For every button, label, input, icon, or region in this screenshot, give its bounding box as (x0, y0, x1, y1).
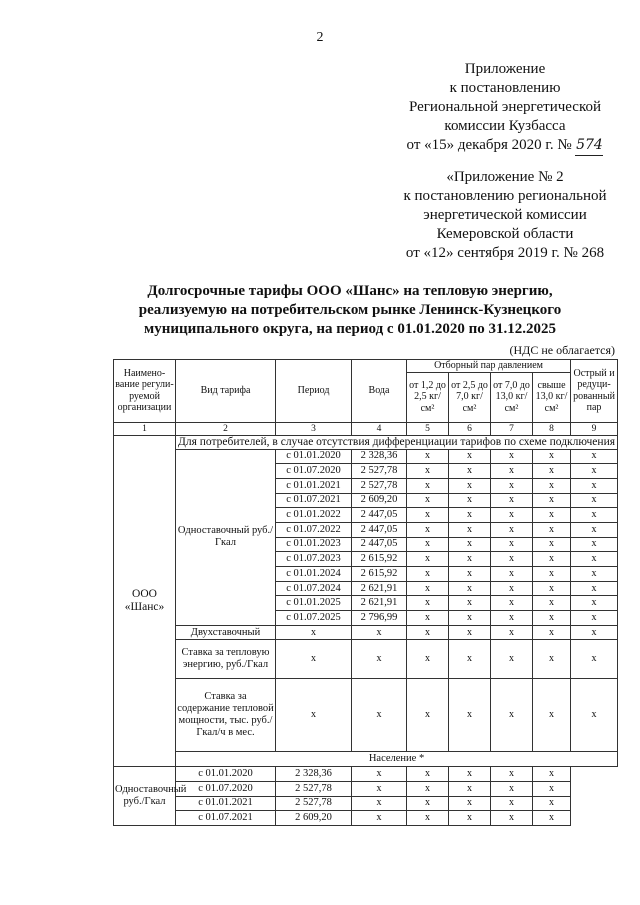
x-cell: х (491, 640, 533, 679)
period-cell: с 01.07.2022 (276, 522, 352, 537)
water-value: 2 796,99 (352, 611, 407, 626)
x-cell: х (491, 679, 533, 752)
water-value: 2 447,05 (352, 508, 407, 523)
header-org: Наимено-вание регули-руемой организации (114, 360, 176, 423)
column-number: 1 (114, 422, 176, 435)
x-cell: х (491, 625, 533, 640)
x-cell: х (571, 552, 618, 567)
water-value: 2 609,20 (352, 493, 407, 508)
header-pressure-1: от 1,2 до 2,5 кг/см² (407, 372, 449, 422)
x-cell: х (491, 767, 533, 782)
x-cell: х (533, 493, 571, 508)
appendix-line: Кемеровской области (436, 226, 574, 242)
water-value: 2 621,91 (352, 581, 407, 596)
appendix-line: к постановлению (449, 80, 561, 96)
header-acute-steam: Острый и редуци-рованный пар (571, 360, 618, 423)
x-cell: х (449, 508, 491, 523)
x-cell: х (571, 464, 618, 479)
capacity-rate-label: Ставка за содержание тепловой мощности, тыс. руб./Гкал/ч в мес. (176, 679, 276, 752)
x-cell: х (491, 811, 533, 826)
x-cell: х (449, 537, 491, 552)
water-value: 2 615,92 (352, 552, 407, 567)
period-cell: с 01.07.2020 (176, 781, 276, 796)
x-cell: х (407, 522, 449, 537)
x-cell: х (571, 449, 618, 464)
x-cell: х (491, 552, 533, 567)
header-pressure-3: от 7,0 до 13,0 кг/см² (491, 372, 533, 422)
water-value: 2 447,05 (352, 537, 407, 552)
appendix-line: энергетической комиссии (423, 207, 587, 223)
x-cell: х (407, 767, 449, 782)
x-cell: х (533, 508, 571, 523)
x-cell: х (407, 567, 449, 582)
x-cell: х (407, 537, 449, 552)
x-cell: х (276, 640, 352, 679)
x-cell: х (491, 596, 533, 611)
appendix-line: комиссии Кузбасса (444, 118, 566, 134)
header-period: Период (276, 360, 352, 423)
x-cell: х (352, 640, 407, 679)
x-cell: х (352, 679, 407, 752)
water-value: 2 328,36 (352, 449, 407, 464)
x-cell: х (533, 679, 571, 752)
appendix-line: «Приложение № 2 (446, 169, 564, 185)
x-cell: х (491, 781, 533, 796)
x-cell: х (449, 811, 491, 826)
x-cell: х (407, 552, 449, 567)
x-cell: х (407, 581, 449, 596)
x-cell: х (533, 625, 571, 640)
period-cell: с 01.07.2024 (276, 581, 352, 596)
x-cell: х (449, 493, 491, 508)
x-cell: х (533, 552, 571, 567)
appendix-line: Региональной энергетической (408, 99, 602, 115)
column-number: 9 (571, 422, 618, 435)
x-cell: х (449, 625, 491, 640)
x-cell: х (352, 625, 407, 640)
section-title: Для потребителей, в случае отсутствия дифференциации тарифов по схеме подключения (176, 435, 618, 449)
header-pressure-2: от 2,5 до 7,0 кг/см² (449, 372, 491, 422)
header-steam-group: Отборный пар давлением (407, 360, 571, 373)
period-cell: с 01.01.2024 (276, 567, 352, 582)
x-cell: х (407, 679, 449, 752)
x-cell: х (407, 781, 449, 796)
x-cell: х (533, 596, 571, 611)
period-cell: с 01.07.2021 (276, 493, 352, 508)
water-value: 2 527,78 (352, 478, 407, 493)
page-number: 2 (316, 30, 324, 45)
x-cell: х (491, 581, 533, 596)
x-cell: х (571, 567, 618, 582)
x-cell: х (491, 464, 533, 479)
appendix-block-old (380, 168, 630, 263)
period-cell: с 01.07.2025 (276, 611, 352, 626)
x-cell: х (571, 493, 618, 508)
appendix-date-line (380, 136, 630, 156)
x-cell: х (407, 493, 449, 508)
period-cell: с 01.01.2021 (176, 796, 276, 811)
x-cell: х (491, 796, 533, 811)
section-title: Население * (176, 752, 618, 767)
x-cell: х (533, 611, 571, 626)
x-cell: х (571, 508, 618, 523)
x-cell: х (352, 767, 407, 782)
x-cell: х (533, 581, 571, 596)
x-cell: х (533, 811, 571, 826)
appendix-line: к постановлению региональной (403, 188, 607, 204)
period-cell: с 01.07.2023 (276, 552, 352, 567)
column-number: 5 (407, 422, 449, 435)
period-cell: с 01.01.2020 (276, 449, 352, 464)
vat-note: (НДС не облагается) (509, 343, 615, 357)
tariff-type-label: Одноставочный руб./Гкал (114, 767, 176, 826)
period-cell: с 01.01.2020 (176, 767, 276, 782)
column-number: 2 (176, 422, 276, 435)
document-title (100, 282, 600, 339)
x-cell: х (491, 493, 533, 508)
x-cell: х (571, 596, 618, 611)
x-cell: х (571, 679, 618, 752)
tariff-type-label: Одноставочный руб./Гкал (176, 449, 276, 625)
title-line: реализуемую на потребительском рынке Ленинск-Кузнецкого (138, 302, 562, 318)
x-cell: х (533, 449, 571, 464)
x-cell: х (449, 478, 491, 493)
x-cell: х (407, 508, 449, 523)
appendix-line: от «12» сентября 2019 г. № 268 (405, 245, 605, 261)
x-cell: х (571, 640, 618, 679)
x-cell: х (449, 679, 491, 752)
x-cell: х (491, 508, 533, 523)
water-value: 2 328,36 (276, 767, 352, 782)
x-cell: х (449, 581, 491, 596)
title-line: Долгосрочные тарифы ООО «Шанс» на тепловую энергию, (147, 283, 553, 299)
appendix-date: от «15» декабря 2020 г. № (406, 137, 572, 153)
x-cell: х (449, 449, 491, 464)
header-tariff-type: Вид тарифа (176, 360, 276, 423)
period-cell: с 01.01.2021 (276, 478, 352, 493)
x-cell: х (533, 640, 571, 679)
org-name: ООО «Шанс» (114, 435, 176, 767)
header-pressure-4: свыше 13,0 кг/см² (533, 372, 571, 422)
x-cell: х (533, 464, 571, 479)
water-value: 2 609,20 (276, 811, 352, 826)
x-cell: х (449, 464, 491, 479)
water-value: 2 447,05 (352, 522, 407, 537)
header-water: Вода (352, 360, 407, 423)
x-cell: х (449, 640, 491, 679)
water-value: 2 615,92 (352, 567, 407, 582)
x-cell: х (491, 567, 533, 582)
x-cell: х (449, 596, 491, 611)
x-cell: х (407, 611, 449, 626)
column-number: 6 (449, 422, 491, 435)
x-cell: х (533, 567, 571, 582)
column-number: 8 (533, 422, 571, 435)
period-cell: с 01.01.2023 (276, 537, 352, 552)
x-cell: х (407, 640, 449, 679)
x-cell: х (449, 767, 491, 782)
column-number: 7 (491, 422, 533, 435)
x-cell: х (491, 611, 533, 626)
energy-rate-label: Ставка за тепловую энергию, руб./Гкал (176, 640, 276, 679)
resolution-number: 574 (575, 136, 603, 156)
x-cell: х (491, 537, 533, 552)
x-cell: х (407, 478, 449, 493)
x-cell: х (571, 478, 618, 493)
x-cell: х (449, 567, 491, 582)
x-cell: х (533, 781, 571, 796)
x-cell: х (449, 611, 491, 626)
x-cell: х (533, 478, 571, 493)
x-cell: х (533, 796, 571, 811)
x-cell: х (352, 781, 407, 796)
x-cell: х (407, 596, 449, 611)
x-cell: х (352, 796, 407, 811)
x-cell: х (571, 537, 618, 552)
x-cell: х (276, 625, 352, 640)
x-cell: х (533, 522, 571, 537)
water-value: 2 527,78 (276, 781, 352, 796)
column-number: 3 (276, 422, 352, 435)
x-cell: х (449, 781, 491, 796)
x-cell: х (571, 522, 618, 537)
x-cell: х (407, 625, 449, 640)
x-cell: х (571, 625, 618, 640)
x-cell: х (571, 581, 618, 596)
water-value: 2 621,91 (352, 596, 407, 611)
appendix-block-new (380, 60, 630, 156)
x-cell: х (449, 552, 491, 567)
x-cell: х (491, 449, 533, 464)
period-cell: с 01.07.2020 (276, 464, 352, 479)
x-cell: х (407, 796, 449, 811)
tariff-table (113, 359, 618, 826)
period-cell: с 01.07.2021 (176, 811, 276, 826)
x-cell: х (449, 522, 491, 537)
x-cell: х (571, 611, 618, 626)
water-value: 2 527,78 (276, 796, 352, 811)
period-cell: с 01.01.2025 (276, 596, 352, 611)
column-number: 4 (352, 422, 407, 435)
x-cell: х (491, 522, 533, 537)
appendix-line: Приложение (464, 61, 546, 77)
x-cell: х (449, 796, 491, 811)
x-cell: х (533, 767, 571, 782)
x-cell: х (407, 464, 449, 479)
x-cell: х (352, 811, 407, 826)
period-cell: с 01.01.2022 (276, 508, 352, 523)
title-line: муниципального округа, на период с 01.01.2020 по 31.12.2025 (144, 321, 556, 337)
x-cell: х (407, 811, 449, 826)
water-value: 2 527,78 (352, 464, 407, 479)
x-cell: х (491, 478, 533, 493)
x-cell: х (533, 537, 571, 552)
x-cell: х (407, 449, 449, 464)
two-rate-label: Двухставочный (176, 625, 276, 640)
x-cell: х (276, 679, 352, 752)
